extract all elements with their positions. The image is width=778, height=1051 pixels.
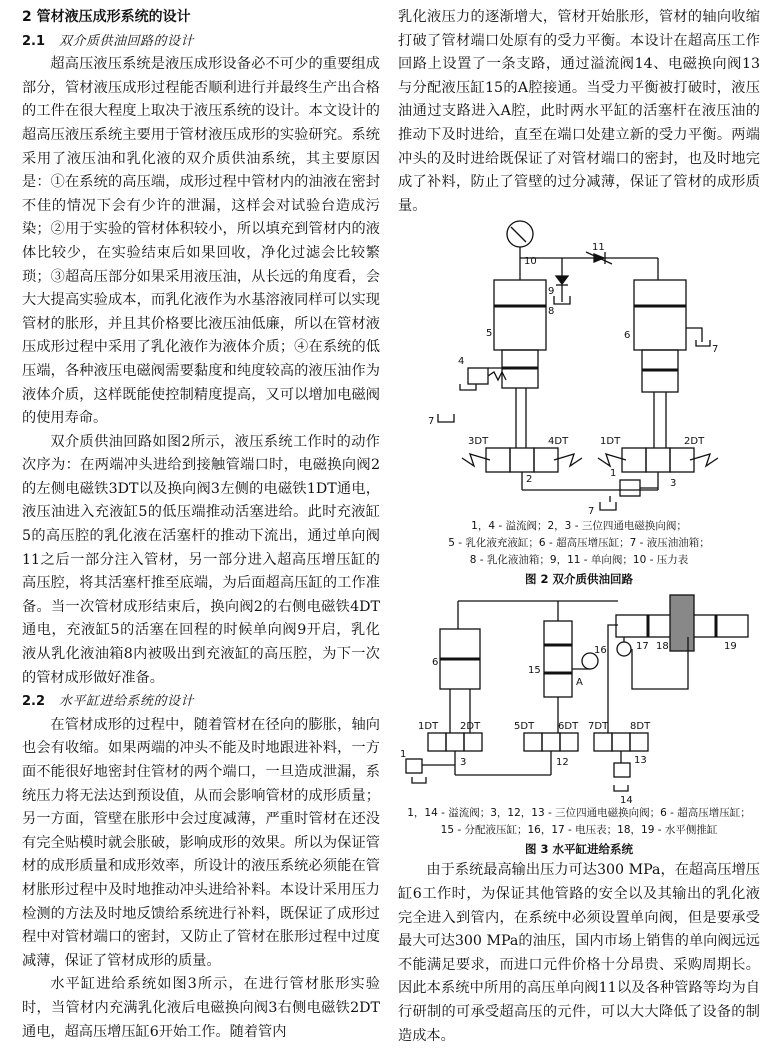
label-9: 9 (548, 286, 555, 298)
cylinder-5 (494, 280, 546, 350)
paragraph: 在管材成形的过程中，随着管材在径向的膨胀，轴向也会有收缩。如果两端的冲头不能及时地跟进补料，一方面不能很好地密封住管材的两个端口，一旦造成泄漏，系统压力将无法达到预设值，从而会影响管材的成形质量；另一方面，管壁在胀形中会过度减薄，严重时管材在还没有完全贴模时就会胀破，影响成形的效果。所以为保证管材的成形质量和成形效率，所设计的液压系统必须能在管材胀形过程中及时地推动冲头进给补料。本设计采用压力检测的方法及时地反馈给系统进行补料，既保证了成形过程中对管材端口的密封，又防止了管材在胀形过程中过度减薄，保证了管材成形的质量。 (22, 716, 380, 969)
subsection-title: 双介质供油回路的设计 (59, 33, 195, 49)
legend-line: 15 - 分配液压缸；16，17 - 电压表；18，19 - 水平侧推缸 (440, 824, 718, 837)
legend-line: 1，4 - 溢流阀；2，3 - 三位四通电磁换向阀； (471, 520, 687, 533)
valve-2-block (510, 448, 534, 472)
label-18: 18 (656, 641, 669, 653)
label-7dt: 7DT (588, 721, 609, 733)
cylinder-18 (616, 615, 676, 637)
label-3: 3 (460, 757, 467, 769)
right-column (398, 6, 760, 1048)
subsection-number: 2.1 (22, 33, 46, 49)
valve-12-block (560, 733, 578, 751)
figure-3 (398, 589, 760, 805)
section-heading: 2 管材液压成形系统的设计 (22, 9, 191, 25)
label-1dt: 1DT (418, 721, 439, 733)
valve-3-block (464, 733, 482, 751)
valve-3-block (646, 448, 670, 472)
label-11: 11 (592, 242, 605, 254)
figure-2-legend (398, 518, 760, 569)
legend-line: 8 - 乳化液油箱；9，11 - 单向阀；10 - 压力表 (469, 554, 689, 567)
relief-valve-icon (406, 759, 422, 773)
pipe (686, 328, 702, 342)
figure-2 (398, 218, 760, 518)
check-valve-icon (556, 276, 568, 284)
label-2dt: 2DT (460, 721, 481, 733)
label-a: A (576, 677, 583, 689)
label-7: 7 (588, 506, 595, 518)
label-6: 6 (432, 657, 439, 669)
pressure-gauge-icon (507, 221, 533, 247)
relief-valve-icon (468, 368, 488, 384)
label-7: 7 (712, 344, 719, 356)
label-1dt: 1DT (600, 436, 621, 448)
valve-13-block (612, 733, 630, 751)
subsection-heading-2-1 (22, 30, 380, 54)
label-2dt: 2DT (684, 436, 705, 448)
die-block (670, 595, 694, 651)
figure-2-caption: 图 2 双介质供油回路 (524, 572, 633, 587)
pipe (608, 625, 618, 733)
label-8dt: 8DT (630, 721, 651, 733)
label-8: 8 (548, 306, 555, 318)
label-5: 5 (486, 328, 493, 340)
label-4dt: 4DT (548, 436, 569, 448)
label-19: 19 (724, 641, 737, 653)
label-7: 7 (428, 416, 435, 428)
spring (488, 372, 506, 380)
valve-3-block (446, 733, 464, 751)
tank-icon (600, 502, 616, 510)
tank-icon (438, 414, 454, 422)
figure-2-diagram (398, 218, 760, 518)
tank-icon (614, 785, 628, 791)
label-15: 15 (528, 665, 541, 677)
tank-icon (460, 384, 476, 390)
subsection-number: 2.2 (22, 694, 46, 710)
paragraph: 水平缸进给系统如图3所示，在进行管材胀形实验时，当管材内充满乳化液后电磁换向阀3右侧电磁铁2DT通电，超高压增压缸6开始工作。随着管内 (22, 976, 380, 1040)
label-1: 1 (610, 468, 617, 480)
label-6dt: 6DT (558, 721, 579, 733)
label-6: 6 (624, 330, 631, 342)
paragraph: 乳化液压力的逐渐增大，管材开始胀形，管材的轴向收缩打破了管材端口处原有的受力平衡。本设计在超高压工作回路上设置了一条支路，通过溢流阀14、电磁换向阀13与分配液压缸15的A腔接通。当受力平衡被打破时，液压油通过支路进入A腔，此时两水平缸的活塞杆在液压油的推动下及时进给，直至在端口处建立新的受力平衡。两端冲头的及时进给既保证了对管材端口的密封，也及时地完成了补料，防止了管壁的过分减薄，保证了管材的成形质量。 (398, 9, 760, 214)
valve-13-block (594, 733, 612, 751)
valve-12-block (524, 733, 542, 751)
label-3dt: 3DT (468, 436, 489, 448)
label-14: 14 (620, 795, 633, 806)
label-5dt: 5DT (514, 721, 535, 733)
relief-valve-icon (614, 763, 630, 777)
label-17: 17 (636, 641, 649, 653)
valve-12-block (542, 733, 560, 751)
relief-valve-icon (620, 480, 640, 496)
label-16: 16 (594, 645, 607, 657)
left-column (22, 6, 380, 1044)
gauge-needle (511, 227, 526, 242)
paragraph: 超高压液压系统是液压成形设备必不可少的重要组成部分，管材液压成形过程能否顺利进行并最终生产出合格的工件在很大程度上取决于液压系统的设计。本文设计的超高压液压系统主要用于管材液压成形的实验研究。系统采用了液压油和乳化液的双介质供油系统，其主要原因是：①在系统的高压端，成形过程中管材内的油液在密封不佳的情况下会有少许的泄漏，这样会对试验台造成污染；②用于实验的管材体积较小，所以填充到管材内的液体比较少，在实验结束后如果回收，净化过滤会比较繁琐；③超高压部分如果采用液压油，从长远的角度看，会大大提高实验成本，而乳化液作为水基溶液同样可以实现管材的胀形，并且其价格要比液压油低廉，所以在管材液压成形过程中采用了乳化液作为液体介质；④在系统的低压端，各种液压电磁阀需要黏度和纯度较高的液压油作为液体介质，这样既能使控制精度提高，又可以增加电磁阀的使用寿命。 (22, 56, 380, 427)
label-13: 13 (634, 755, 647, 767)
tank-icon (412, 777, 426, 783)
paragraph: 双介质供油回路如图2所示，液压系统工作时的动作次序为：在两端冲头进给到接触管端口时，电磁换向阀2的左侧电磁铁3DT以及换向阀3左侧的电磁铁1DT通电，液压油进入充液缸5的低压端推动活塞进给。此时充液缸5的高压腔的乳化液在活塞杆的推动下流出，通过单向阀11之后一部分注入管材，另一部分进入超高压增压缸的高压腔，将其活塞杆推至底端，为后面超高压缸的工作准备。当一次管材成形结束后，换向阀2的右侧电磁铁4DT通电，充液缸5的活塞在回程的时候单向阀9开启，乳化液从乳化液油箱8内被吸出到充液缸的高压腔，为下一次的管材成形做好准备。 (22, 433, 380, 686)
cylinder-6 (634, 280, 686, 350)
cylinder-19 (688, 615, 748, 637)
label-10: 10 (524, 256, 537, 268)
subsection-heading-2-2 (22, 690, 380, 714)
paragraph: 由于系统最高输出压力可达300 MPa，在超高压增压缸6工作时，为保证其他管路的安全以及其输出的乳化液完全进入到管内，在系统中必须设置单向阀，但是要承受最大可达300 MPa的油压，国内市场上销售的单向阀远远不能满足要求，而进口元件价格十分昂贵、采购周期长。因此本系统中所用的高压单向阀11以及各种管路等均为自行研制的可承受超高压的元件，可以大大降低了设备的制造成本。 (398, 862, 760, 1044)
figure-3-caption: 图 3 水平缸进给系统 (524, 842, 633, 857)
figure-3-legend (398, 805, 760, 839)
legend-line: 5 - 乳化液充液缸；6 - 超高压增压缸；7 - 液压油油箱； (448, 537, 710, 550)
label-1: 1 (400, 749, 407, 761)
cylinder-15 (544, 621, 572, 697)
label-4: 4 (458, 356, 465, 368)
voltmeter-icon (617, 642, 631, 656)
label-3: 3 (670, 478, 677, 490)
label-12: 12 (556, 757, 569, 769)
legend-line: 1，14 - 溢流阀；3，12，13 - 三位四通电磁换向阀；6 - 超高压增压缸； (407, 807, 751, 820)
valve-13-block (630, 733, 648, 751)
figure-3-diagram (398, 589, 760, 805)
tank-icon (696, 340, 710, 346)
valve-3-block (428, 733, 446, 751)
subsection-title: 水平缸进给系统的设计 (59, 694, 195, 710)
label-2: 2 (526, 474, 533, 486)
